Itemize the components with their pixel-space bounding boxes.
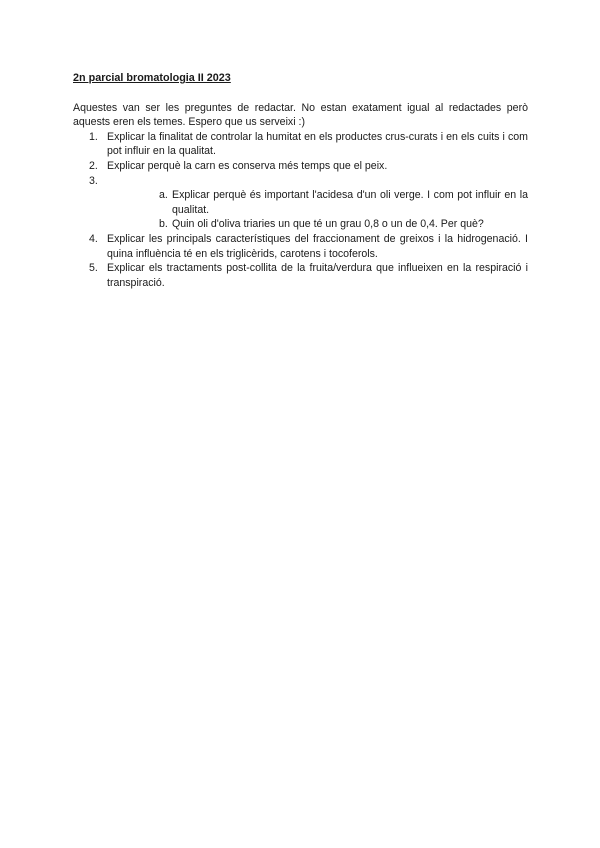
question-number: 3.: [89, 174, 98, 187]
question-number: 4.: [89, 232, 98, 245]
question-text: Explicar els tractaments post-collita de la fruita/verdura que influeixen en la respiració i transpiració.: [107, 262, 528, 289]
sub-question-text: Quin oli d'oliva triaries un que té un grau 0,8 o un de 0,4. Per què?: [172, 218, 484, 231]
question-item: [73, 174, 528, 232]
sub-question-letter: b.: [159, 218, 168, 231]
question-list: [73, 130, 528, 291]
sub-question-letter: a.: [159, 189, 168, 202]
question-number: 2.: [89, 159, 98, 172]
question-text: Explicar les principals característiques del fraccionament de greixos i la hidrogenació. I quina influència té en els triglicèrids, carotens i tocoferols.: [107, 232, 528, 260]
question-item: [73, 261, 528, 290]
sub-question-item: [107, 188, 528, 217]
question-item: [73, 159, 528, 174]
sub-question-item: [107, 217, 528, 232]
document-title: 2n parcial bromatologia II 2023: [73, 72, 231, 84]
question-number: 5.: [89, 262, 98, 275]
question-number: 1.: [89, 130, 98, 143]
question-item: [73, 232, 528, 261]
question-text: Explicar perquè la carn es conserva més temps que el peix.: [107, 159, 388, 172]
sub-question-text: Explicar perquè és important l'acidesa d'un oli verge. I com pot influir en la qualitat.: [172, 189, 528, 216]
question-item: [73, 130, 528, 159]
sub-question-list: [107, 188, 528, 232]
intro-paragraph: Aquestes van ser les preguntes de redactar. No estan exatament igual al redactades però aquests eren els temes. Espero que us serveixi :): [73, 101, 528, 129]
question-text: Explicar la finalitat de controlar la humitat en els productes crus-curats i en els cuits i com pot influir en la qualitat.: [107, 130, 528, 158]
question-text: [107, 174, 528, 189]
document-body: [73, 71, 528, 290]
